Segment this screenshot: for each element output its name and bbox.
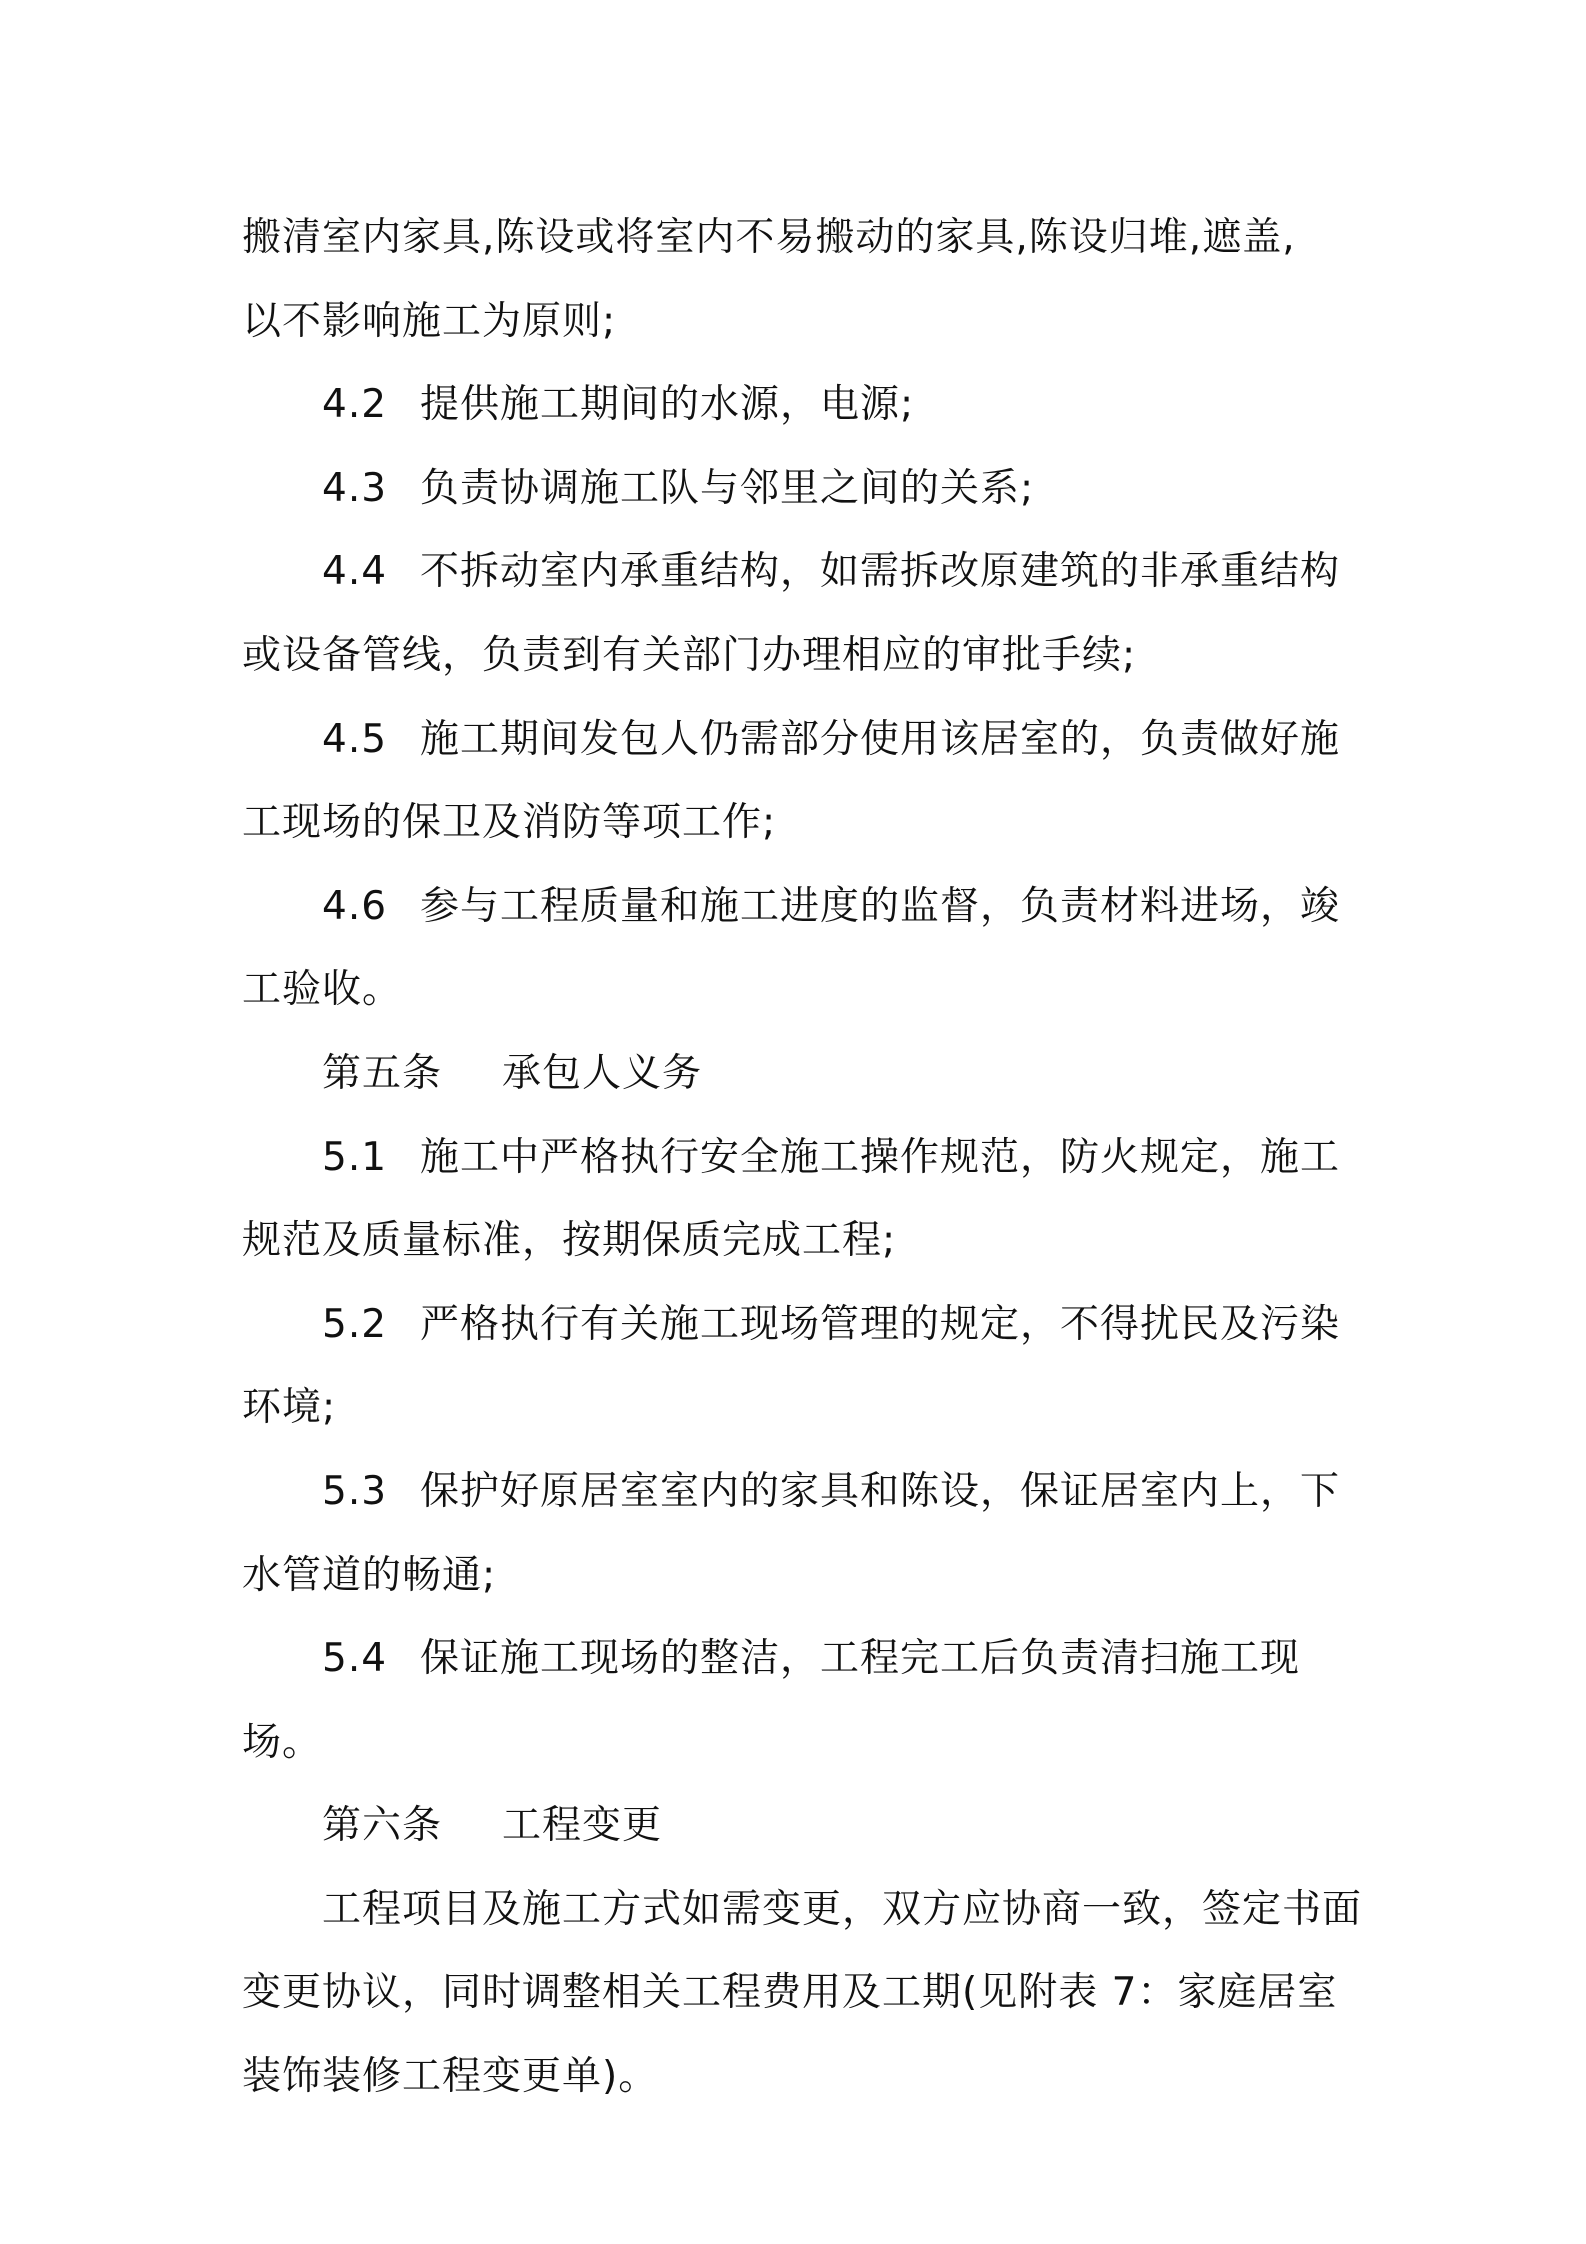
clause-4-6 bbox=[242, 865, 1364, 1032]
clause-4-2 bbox=[242, 363, 1364, 447]
article-title: 工程变更 bbox=[502, 1803, 663, 1849]
clause-number: 5.2 bbox=[322, 1301, 388, 1347]
clause-text: 负责协调施工队与邻里之间的关系; bbox=[420, 465, 1035, 511]
continuation-line-1: 搬清室内家具,陈设或将室内不易搬动的家具,陈设归堆,遮盖, bbox=[242, 215, 1296, 260]
clause-number: 4.6 bbox=[322, 883, 388, 929]
clause-text: 提供施工期间的水源，电源; bbox=[420, 382, 915, 428]
clause-number: 4.3 bbox=[322, 465, 388, 511]
article-6-body: 工程项目及施工方式如需变更，双方应协商一致，签定书面变更协议，同时调整相关工程费用及工期(见附表 7：家庭居室装饰装修工程变更单)。 bbox=[242, 1886, 1363, 2100]
clause-text: 施工期间发包人仍需部分使用该居室的，负责做好施工现场的保卫及消防等项工作; bbox=[242, 716, 1341, 846]
clause-4-3 bbox=[242, 447, 1364, 531]
clause-5-3 bbox=[242, 1450, 1364, 1617]
continuation-line-2: 以不影响施工为原则; bbox=[242, 298, 617, 344]
clause-text: 保护好原居室室内的家具和陈设，保证居室内上，下水管道的畅通; bbox=[242, 1468, 1341, 1598]
clause-4-4 bbox=[242, 530, 1364, 697]
clause-number: 5.3 bbox=[322, 1468, 388, 1514]
clause-text: 保证施工现场的整洁，工程完工后负责清扫施工现场。 bbox=[242, 1636, 1301, 1765]
clause-number: 4.4 bbox=[322, 549, 388, 595]
document-body bbox=[242, 196, 1364, 2119]
clause-number: 4.5 bbox=[322, 716, 388, 762]
article-6-heading bbox=[242, 1784, 1364, 1868]
clause-4-5 bbox=[242, 698, 1364, 865]
clause-5-4 bbox=[242, 1617, 1364, 1784]
clause-text: 严格执行有关施工现场管理的规定，不得扰民及污染环境; bbox=[242, 1301, 1341, 1431]
article-title: 承包人义务 bbox=[502, 1050, 703, 1096]
clause-text: 不拆动室内承重结构，如需拆改原建筑的非承重结构或设备管线，负责到有关部门办理相应的审批手续; bbox=[242, 549, 1341, 678]
article-label: 第六条 bbox=[322, 1803, 443, 1849]
article-5-heading bbox=[242, 1032, 1364, 1116]
clause-5-1 bbox=[242, 1116, 1364, 1283]
clause-number: 4.2 bbox=[322, 382, 388, 428]
clause-text: 施工中严格执行安全施工操作规范，防火规定，施工规范及质量标准，按期保质完成工程; bbox=[242, 1134, 1341, 1264]
clause-text: 参与工程质量和施工进度的监督，负责材料进场，竣工验收。 bbox=[242, 883, 1341, 1013]
clause-5-2 bbox=[242, 1283, 1364, 1450]
article-label: 第五条 bbox=[322, 1050, 443, 1096]
clause-number: 5.1 bbox=[322, 1134, 388, 1180]
clause-number: 5.4 bbox=[322, 1636, 388, 1682]
